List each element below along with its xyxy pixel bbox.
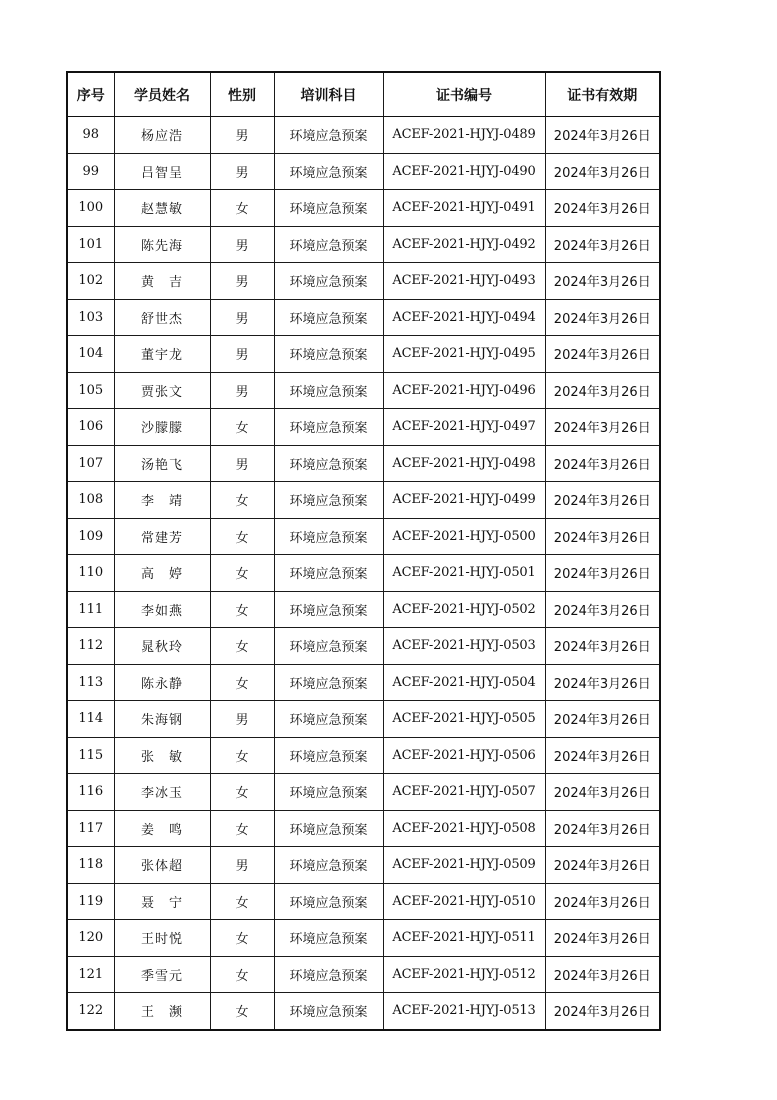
cell-student-name: 张体超 xyxy=(114,847,210,884)
cell-gender: 男 xyxy=(210,336,274,373)
cell-training-subject: 环境应急预案 xyxy=(274,263,383,300)
cell-certificate-validity: 2024年3月26日 xyxy=(545,482,660,519)
cell-serial-number: 98 xyxy=(67,117,114,154)
cell-serial-number: 101 xyxy=(67,226,114,263)
cell-certificate-number: ACEF-2021-HJYJ-0510 xyxy=(383,883,545,920)
cell-certificate-validity: 2024年3月26日 xyxy=(545,956,660,993)
cell-gender: 男 xyxy=(210,153,274,190)
cell-gender: 男 xyxy=(210,847,274,884)
cell-training-subject: 环境应急预案 xyxy=(274,518,383,555)
cell-serial-number: 115 xyxy=(67,737,114,774)
table-row xyxy=(67,190,660,227)
cell-gender: 男 xyxy=(210,117,274,154)
cell-certificate-number: ACEF-2021-HJYJ-0500 xyxy=(383,518,545,555)
table-row xyxy=(67,591,660,628)
cell-training-subject: 环境应急预案 xyxy=(274,628,383,665)
cell-training-subject: 环境应急预案 xyxy=(274,920,383,957)
cell-gender: 男 xyxy=(210,263,274,300)
cell-certificate-validity: 2024年3月26日 xyxy=(545,555,660,592)
cell-serial-number: 102 xyxy=(67,263,114,300)
cell-certificate-validity: 2024年3月26日 xyxy=(545,336,660,373)
cell-serial-number: 108 xyxy=(67,482,114,519)
cell-student-name: 贾张文 xyxy=(114,372,210,409)
cell-certificate-number: ACEF-2021-HJYJ-0512 xyxy=(383,956,545,993)
cell-gender: 男 xyxy=(210,445,274,482)
cell-training-subject: 环境应急预案 xyxy=(274,117,383,154)
table-row xyxy=(67,920,660,957)
cell-gender: 女 xyxy=(210,737,274,774)
cell-certificate-validity: 2024年3月26日 xyxy=(545,299,660,336)
cell-certificate-number: ACEF-2021-HJYJ-0506 xyxy=(383,737,545,774)
cell-student-name: 陈先海 xyxy=(114,226,210,263)
cell-serial-number: 117 xyxy=(67,810,114,847)
cell-training-subject: 环境应急预案 xyxy=(274,372,383,409)
cell-serial-number: 107 xyxy=(67,445,114,482)
cell-student-name: 王 濒 xyxy=(114,993,210,1030)
cell-training-subject: 环境应急预案 xyxy=(274,847,383,884)
cell-student-name: 赵慧敏 xyxy=(114,190,210,227)
cell-serial-number: 116 xyxy=(67,774,114,811)
cell-training-subject: 环境应急预案 xyxy=(274,993,383,1030)
cell-training-subject: 环境应急预案 xyxy=(274,336,383,373)
cell-certificate-number: ACEF-2021-HJYJ-0492 xyxy=(383,226,545,263)
cell-certificate-validity: 2024年3月26日 xyxy=(545,518,660,555)
cell-serial-number: 99 xyxy=(67,153,114,190)
cell-gender: 女 xyxy=(210,628,274,665)
cell-certificate-number: ACEF-2021-HJYJ-0493 xyxy=(383,263,545,300)
table-row xyxy=(67,482,660,519)
cell-training-subject: 环境应急预案 xyxy=(274,555,383,592)
table-row xyxy=(67,628,660,665)
cell-certificate-validity: 2024年3月26日 xyxy=(545,226,660,263)
cell-student-name: 陈永静 xyxy=(114,664,210,701)
table-row xyxy=(67,810,660,847)
cell-serial-number: 106 xyxy=(67,409,114,446)
cell-certificate-validity: 2024年3月26日 xyxy=(545,409,660,446)
cell-serial-number: 103 xyxy=(67,299,114,336)
header-serial-number: 序号 xyxy=(67,72,114,117)
cell-certificate-validity: 2024年3月26日 xyxy=(545,920,660,957)
cell-certificate-validity: 2024年3月26日 xyxy=(545,774,660,811)
cell-student-name: 晁秋玲 xyxy=(114,628,210,665)
cell-certificate-number: ACEF-2021-HJYJ-0509 xyxy=(383,847,545,884)
cell-certificate-number: ACEF-2021-HJYJ-0499 xyxy=(383,482,545,519)
cell-training-subject: 环境应急预案 xyxy=(274,299,383,336)
header-student-name: 学员姓名 xyxy=(114,72,210,117)
cell-training-subject: 环境应急预案 xyxy=(274,701,383,738)
cell-student-name: 吕智呈 xyxy=(114,153,210,190)
table-row xyxy=(67,263,660,300)
cell-student-name: 李 靖 xyxy=(114,482,210,519)
cell-student-name: 王时悦 xyxy=(114,920,210,957)
header-gender: 性别 xyxy=(210,72,274,117)
cell-gender: 女 xyxy=(210,409,274,446)
table-row xyxy=(67,409,660,446)
table-row xyxy=(67,555,660,592)
cell-training-subject: 环境应急预案 xyxy=(274,774,383,811)
cell-certificate-number: ACEF-2021-HJYJ-0508 xyxy=(383,810,545,847)
table-header-row xyxy=(67,72,660,117)
cell-student-name: 汤艳飞 xyxy=(114,445,210,482)
cell-gender: 男 xyxy=(210,226,274,263)
table-body xyxy=(67,117,660,1030)
cell-certificate-number: ACEF-2021-HJYJ-0513 xyxy=(383,993,545,1030)
table-row xyxy=(67,117,660,154)
cell-serial-number: 114 xyxy=(67,701,114,738)
cell-serial-number: 121 xyxy=(67,956,114,993)
cell-student-name: 姜 鸣 xyxy=(114,810,210,847)
cell-gender: 女 xyxy=(210,774,274,811)
table-row xyxy=(67,372,660,409)
cell-training-subject: 环境应急预案 xyxy=(274,883,383,920)
cell-certificate-number: ACEF-2021-HJYJ-0491 xyxy=(383,190,545,227)
cell-certificate-validity: 2024年3月26日 xyxy=(545,190,660,227)
table-row xyxy=(67,153,660,190)
cell-student-name: 高 婷 xyxy=(114,555,210,592)
table-row xyxy=(67,664,660,701)
table-row xyxy=(67,299,660,336)
cell-student-name: 李冰玉 xyxy=(114,774,210,811)
cell-training-subject: 环境应急预案 xyxy=(274,190,383,227)
table-row xyxy=(67,445,660,482)
header-training-subject: 培训科目 xyxy=(274,72,383,117)
cell-certificate-validity: 2024年3月26日 xyxy=(545,591,660,628)
cell-gender: 女 xyxy=(210,482,274,519)
cell-certificate-validity: 2024年3月26日 xyxy=(545,628,660,665)
table-row xyxy=(67,774,660,811)
cell-serial-number: 112 xyxy=(67,628,114,665)
cell-student-name: 黄 吉 xyxy=(114,263,210,300)
cell-serial-number: 110 xyxy=(67,555,114,592)
cell-certificate-validity: 2024年3月26日 xyxy=(545,263,660,300)
cell-certificate-number: ACEF-2021-HJYJ-0494 xyxy=(383,299,545,336)
cell-certificate-validity: 2024年3月26日 xyxy=(545,737,660,774)
cell-certificate-validity: 2024年3月26日 xyxy=(545,445,660,482)
cell-serial-number: 104 xyxy=(67,336,114,373)
table-row xyxy=(67,883,660,920)
cell-serial-number: 113 xyxy=(67,664,114,701)
cell-serial-number: 122 xyxy=(67,993,114,1030)
cell-certificate-number: ACEF-2021-HJYJ-0511 xyxy=(383,920,545,957)
cell-serial-number: 119 xyxy=(67,883,114,920)
cell-gender: 女 xyxy=(210,190,274,227)
cell-training-subject: 环境应急预案 xyxy=(274,737,383,774)
table-row xyxy=(67,226,660,263)
table-row xyxy=(67,993,660,1030)
cell-certificate-validity: 2024年3月26日 xyxy=(545,117,660,154)
certificate-table xyxy=(66,71,661,1031)
cell-serial-number: 105 xyxy=(67,372,114,409)
cell-certificate-number: ACEF-2021-HJYJ-0502 xyxy=(383,591,545,628)
cell-training-subject: 环境应急预案 xyxy=(274,445,383,482)
cell-certificate-number: ACEF-2021-HJYJ-0501 xyxy=(383,555,545,592)
cell-student-name: 沙朦朦 xyxy=(114,409,210,446)
cell-gender: 女 xyxy=(210,518,274,555)
cell-certificate-validity: 2024年3月26日 xyxy=(545,810,660,847)
cell-training-subject: 环境应急预案 xyxy=(274,409,383,446)
cell-student-name: 季雪元 xyxy=(114,956,210,993)
cell-gender: 男 xyxy=(210,372,274,409)
table-row xyxy=(67,737,660,774)
table-row xyxy=(67,336,660,373)
cell-student-name: 李如燕 xyxy=(114,591,210,628)
cell-training-subject: 环境应急预案 xyxy=(274,810,383,847)
cell-student-name: 朱海钢 xyxy=(114,701,210,738)
cell-gender: 女 xyxy=(210,591,274,628)
cell-certificate-validity: 2024年3月26日 xyxy=(545,664,660,701)
cell-certificate-validity: 2024年3月26日 xyxy=(545,847,660,884)
cell-student-name: 董宇龙 xyxy=(114,336,210,373)
cell-certificate-number: ACEF-2021-HJYJ-0503 xyxy=(383,628,545,665)
table-row xyxy=(67,847,660,884)
header-certificate-validity: 证书有效期 xyxy=(545,72,660,117)
cell-student-name: 舒世杰 xyxy=(114,299,210,336)
cell-certificate-validity: 2024年3月26日 xyxy=(545,372,660,409)
cell-certificate-number: ACEF-2021-HJYJ-0495 xyxy=(383,336,545,373)
cell-gender: 女 xyxy=(210,956,274,993)
cell-training-subject: 环境应急预案 xyxy=(274,591,383,628)
cell-training-subject: 环境应急预案 xyxy=(274,956,383,993)
cell-certificate-number: ACEF-2021-HJYJ-0507 xyxy=(383,774,545,811)
cell-serial-number: 111 xyxy=(67,591,114,628)
table-row xyxy=(67,701,660,738)
cell-training-subject: 环境应急预案 xyxy=(274,226,383,263)
table-row xyxy=(67,518,660,555)
table-row xyxy=(67,956,660,993)
cell-serial-number: 120 xyxy=(67,920,114,957)
header-certificate-number: 证书编号 xyxy=(383,72,545,117)
cell-gender: 女 xyxy=(210,810,274,847)
cell-certificate-number: ACEF-2021-HJYJ-0497 xyxy=(383,409,545,446)
cell-student-name: 聂 宁 xyxy=(114,883,210,920)
cell-certificate-number: ACEF-2021-HJYJ-0489 xyxy=(383,117,545,154)
cell-certificate-validity: 2024年3月26日 xyxy=(545,883,660,920)
cell-gender: 男 xyxy=(210,701,274,738)
cell-serial-number: 118 xyxy=(67,847,114,884)
cell-gender: 女 xyxy=(210,883,274,920)
cell-certificate-validity: 2024年3月26日 xyxy=(545,993,660,1030)
cell-student-name: 张 敏 xyxy=(114,737,210,774)
cell-gender: 女 xyxy=(210,555,274,592)
cell-certificate-number: ACEF-2021-HJYJ-0498 xyxy=(383,445,545,482)
cell-gender: 女 xyxy=(210,664,274,701)
cell-certificate-number: ACEF-2021-HJYJ-0504 xyxy=(383,664,545,701)
cell-student-name: 杨应浩 xyxy=(114,117,210,154)
cell-training-subject: 环境应急预案 xyxy=(274,482,383,519)
cell-serial-number: 109 xyxy=(67,518,114,555)
cell-serial-number: 100 xyxy=(67,190,114,227)
cell-student-name: 常建芳 xyxy=(114,518,210,555)
cell-training-subject: 环境应急预案 xyxy=(274,153,383,190)
cell-gender: 男 xyxy=(210,299,274,336)
cell-gender: 女 xyxy=(210,993,274,1030)
cell-certificate-number: ACEF-2021-HJYJ-0490 xyxy=(383,153,545,190)
cell-certificate-number: ACEF-2021-HJYJ-0496 xyxy=(383,372,545,409)
cell-training-subject: 环境应急预案 xyxy=(274,664,383,701)
cell-certificate-validity: 2024年3月26日 xyxy=(545,701,660,738)
cell-gender: 女 xyxy=(210,920,274,957)
cell-certificate-number: ACEF-2021-HJYJ-0505 xyxy=(383,701,545,738)
cell-certificate-validity: 2024年3月26日 xyxy=(545,153,660,190)
